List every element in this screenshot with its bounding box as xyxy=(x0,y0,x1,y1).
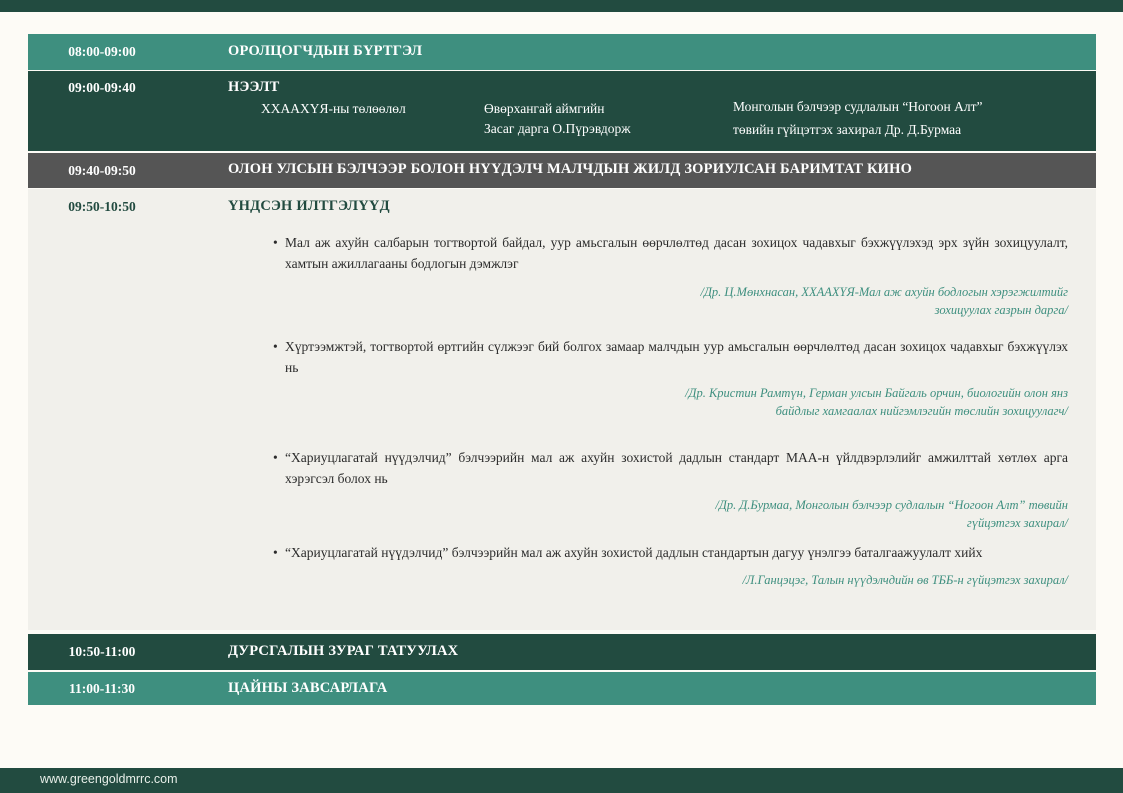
agenda-row-keynotes xyxy=(28,189,1096,630)
speaker-director-line1: Монголын бэлчээр судлалын “Ногоон Алт” xyxy=(733,99,983,114)
talk-item xyxy=(273,447,1068,532)
time-label: 09:50-10:50 xyxy=(68,199,136,214)
talk-text: • “Хариуцлагатай нүүдэлчид” бэлчээрийн мал аж ахуйн зохистой дадлын стандарт МАА-н үйлдвэрлэлийг амжилттай хөтлөх арга хэрэгсэл болох нь xyxy=(273,447,1068,489)
speaker-governor-line1: Өвөрхангай аймгийн xyxy=(484,101,605,116)
talk-speaker: /Др. Ц.Мөнхнасан, ХХААХҮЯ-Мал аж ахуйн бодлогын хэрэгжилтийг зохицуулах газрын дарга/ xyxy=(700,285,1068,317)
speaker-ministry: ХХААХҮЯ-ны төлөөлөл xyxy=(261,101,406,116)
time-label: 09:40-09:50 xyxy=(68,163,136,178)
bullet-icon: • xyxy=(273,450,278,465)
speaker-governor-line2: Засаг дарга О.Пүрэвдорж xyxy=(484,121,631,136)
talk-text: • Хүртээмжтэй, тогтвортой өртгийн сүлжээг бий болгох замаар малчдын уур амьсгалын өөрчлөлтөд дасан зохицох чадавхыг бэхжүүлэх нь xyxy=(273,336,1068,378)
session-title: ДУРСГАЛЫН ЗУРАГ ТАТУУЛАХ xyxy=(228,643,459,659)
talk-speaker: /Др. Д.Бурмаа, Монголын бэлчээр судлалын “Ногоон Алт” төвийн гүйцэтгэх захирал/ xyxy=(715,498,1068,530)
talk-speaker: /Др. Кристин Рамтүн, Герман улсын Байгаль орчин, биологийн олон янз байдлыг хамгаалах нийгэмлэгийн төслийн зохицуулагч/ xyxy=(685,386,1068,418)
bullet-icon: • xyxy=(273,235,278,250)
agenda-row-photo xyxy=(28,634,1096,670)
website-link[interactable]: www.greengoldmrrc.com xyxy=(40,772,178,786)
time-label: 11:00-11:30 xyxy=(69,681,135,696)
bullet-icon: • xyxy=(273,545,278,560)
talk-item xyxy=(273,542,1068,590)
talk-item xyxy=(273,232,1068,319)
time-label: 09:00-09:40 xyxy=(68,80,136,95)
bullet-icon: • xyxy=(273,339,278,354)
talk-speaker: /Л.Ганцэцэг, Талын нүүдэлчдийн өв ТББ-н гүйцэтгэх захирал/ xyxy=(742,573,1068,587)
talk-item xyxy=(273,336,1068,420)
speaker-director-line2: төвийн гүйцэтгэх захирал Др. Д.Бурмаа xyxy=(733,122,962,137)
agenda-row-tea-break xyxy=(28,672,1096,705)
session-title: ҮНДСЭН ИЛТГЭЛҮҮД xyxy=(228,198,390,214)
session-title: ЦАЙНЫ ЗАВСАРЛАГА xyxy=(228,680,388,696)
session-title: НЭЭЛТ xyxy=(228,79,280,95)
session-title: ОРОЛЦОГЧДЫН БҮРТГЭЛ xyxy=(228,43,423,59)
talk-text: • Мал аж ахуйн салбарын тогтвортой байдал, уур амьсгалын өөрчлөлтөд дасан зохицох чадавхыг бэхжүүлэхэд эрх зүйн зохицуулалт, хамтын ажиллагааны бодлогын дэмжлэг xyxy=(273,232,1068,274)
footer-bar xyxy=(0,768,1123,793)
session-title: ОЛОН УЛСЫН БЭЛЧЭЭР БОЛОН НҮҮДЭЛЧ МАЛЧДЫН ЖИЛД ЗОРИУЛСАН БАРИМТАТ КИНО xyxy=(228,161,913,177)
time-label: 08:00-09:00 xyxy=(68,44,136,59)
agenda-row-documentary xyxy=(28,153,1096,188)
agenda-row-opening xyxy=(28,71,1096,151)
agenda-row-registration xyxy=(28,34,1096,70)
time-label: 10:50-11:00 xyxy=(68,644,136,659)
talk-text: • “Хариуцлагатай нүүдэлчид” бэлчээрийн мал аж ахуйн зохистой дадлын стандартын дагуу үнэлгээ баталгаажуулалт хийх xyxy=(273,542,1068,563)
top-bar xyxy=(0,0,1123,12)
